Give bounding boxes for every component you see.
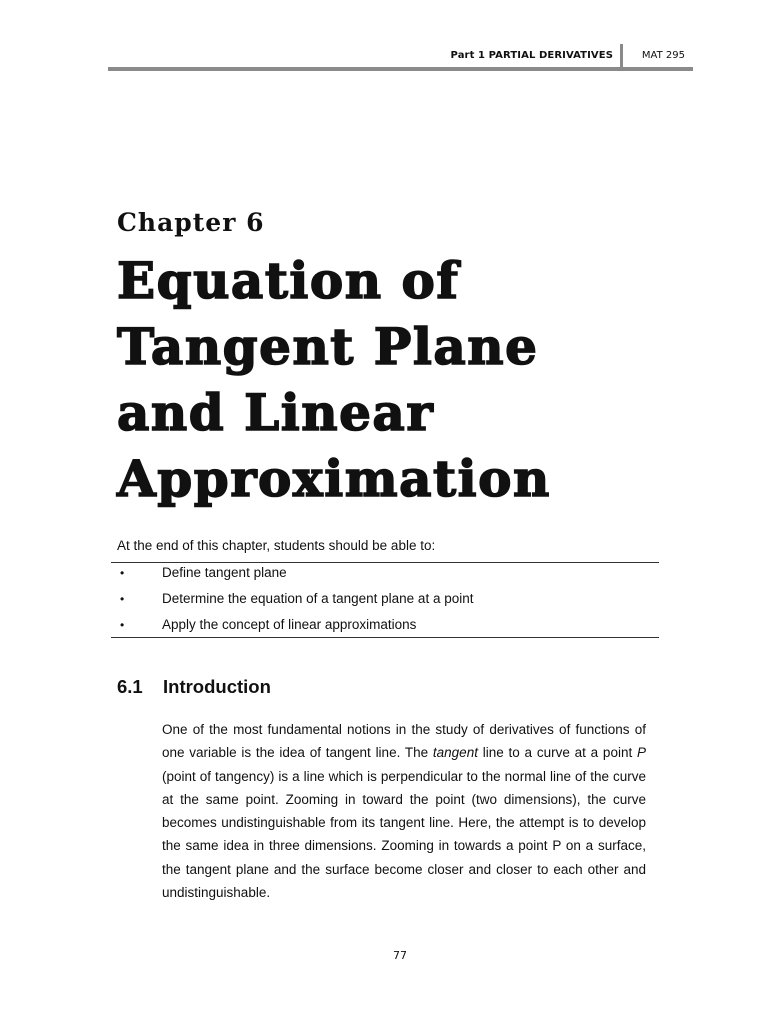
chapter-label: Chapter 6: [117, 208, 265, 237]
header-divider: [620, 44, 623, 68]
running-header: [108, 44, 693, 72]
page-number: 77: [393, 949, 407, 962]
bullet-icon: •: [120, 566, 125, 580]
objective-text: Apply the concept of linear approximations: [162, 617, 417, 632]
bullet-icon: •: [120, 618, 125, 632]
header-course-code: MAT 295: [641, 50, 685, 61]
section-heading: [117, 676, 271, 698]
section-paragraph: [162, 718, 646, 904]
section-number: 6.1: [117, 676, 143, 697]
chapter-title-line: and Linear: [117, 383, 435, 442]
header-section-title: Part 1 PARTIAL DERIVATIVES: [450, 50, 613, 61]
header-rule: [108, 67, 693, 71]
paragraph-text: line to a curve at a point: [477, 745, 637, 761]
paragraph-text: One of the most fundamental notions in the study of derivatives of functions of one variable is the idea of tangent line. The: [162, 722, 646, 761]
list-item: [117, 563, 657, 589]
chapter-title-line: Equation of: [117, 251, 460, 310]
objectives-list: [117, 563, 657, 641]
objectives-bottom-rule: [111, 637, 659, 638]
bullet-icon: •: [120, 592, 125, 606]
objectives-intro: At the end of this chapter, students should be able to:: [117, 538, 436, 553]
italic-term: P: [637, 745, 647, 761]
objective-text: Define tangent plane: [162, 565, 287, 580]
list-item: [117, 589, 657, 615]
paragraph-text: (point of tangency) is a line which is perpendicular to the normal line of the curve at the same point. Zooming in toward the point (two dimensions), the curve becomes undistinguishable from its tangent line. Here, the attempt is to develop the same idea in three dimensions. Zooming in towards a point P on a surface, the tangent plane and the surface become closer and closer to each other and undistinguishable.: [162, 768, 646, 901]
chapter-title-line: Tangent Plane: [117, 317, 539, 376]
chapter-title-line: Approximation: [117, 449, 551, 508]
objective-text: Determine the equation of a tangent plane at a point: [162, 591, 474, 606]
italic-term: tangent: [432, 745, 478, 761]
chapter-title: [117, 248, 717, 512]
section-title: Introduction: [163, 676, 271, 697]
